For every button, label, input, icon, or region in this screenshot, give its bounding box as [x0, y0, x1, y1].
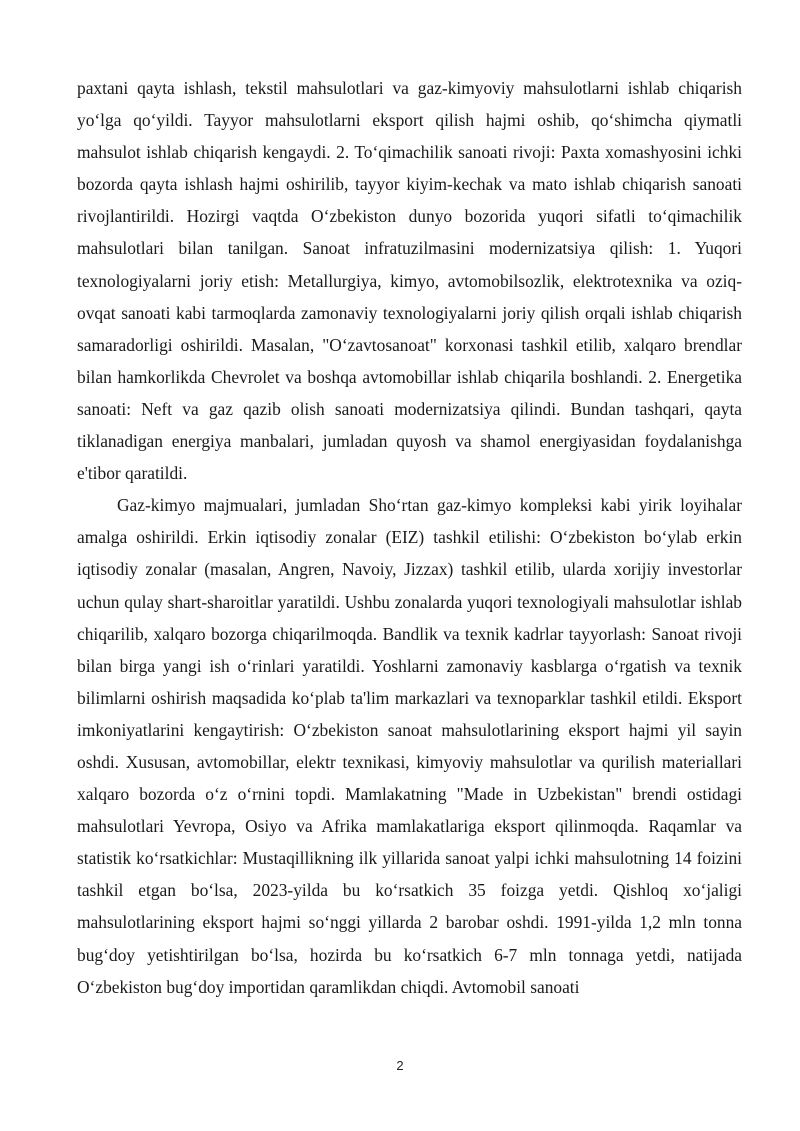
- paragraph: Gaz-kimyo majmualari, jumladan Sho‘rtan gaz-kimyo kompleksi kabi yirik loyihalar amalga oshirildi. Erkin iqtisodiy zonalar (EIZ) tashkil etilishi: O‘zbekiston bo‘ylab erkin iqtisodiy zonalar (masalan, Angren, Navoiy, Jizzax) tashkil etilib, ularda xorijiy investorlar uchun qulay shart-sharoitlar yaratildi. Ushbu zonalarda yuqori texnologiyali mahsulotlar ishlab chiqarilib, xalqaro bozorga chiqarilmoqda. Bandlik va texnik kadrlar tayyorlash: Sanoat rivoji bilan birga yangi ish o‘rinlari yaratildi. Yoshlarni zamonaviy kasblarga o‘rgatish va texnik bilimlarni oshirish maqsadida ko‘plab ta'lim markazlari va texnoparklar tashkil etildi. Eksport imkoniyatlarini kengaytirish: O‘zbekiston sanoat mahsulotlarining eksport hajmi yil sayin oshdi. Xususan, avtomobillar, elektr texnikasi, kimyoviy mahsulotlar va qurilish materiallari xalqaro bozorda o‘z o‘rnini topdi. Mamlakatning "Made in Uzbekistan" brendi ostidagi mahsulotlari Yevropa, Osiyo va Afrika mamlakatlariga eksport qilinmoqda. Raqamlar va statistik ko‘rsatkichlar: Mustaqillikning ilk yillarida sanoat yalpi ichki mahsulotning 14 foizini tashkil etgan bo‘lsa, 2023-yilda bu ko‘rsatkich 35 foizga yetdi. Qishloq xo‘jaligi mahsulotlarining eksport hajmi so‘nggi yillarda 2 barobar oshdi. 1991-yilda 1,2 mln tonna bug‘doy yetishtirilgan bo‘lsa, hozirda bu ko‘rsatkich 6-7 mln tonnaga yetdi, natijada O‘zbekiston bug‘doy importidan qaramlikdan chiqdi. Avtomobil sanoati: [77, 495, 742, 997]
- body-text: [77, 72, 742, 1003]
- page-number: 2: [396, 1058, 404, 1073]
- paragraph-continued: paxtani qayta ishlash, tekstil mahsulotlari va gaz-kimyoviy mahsulotlarni ishlab chiqarish yo‘lga qo‘yildi. Tayyor mahsulotlarni eksport qilish hajmi oshib, qo‘shimcha qiymatli mahsulot ishlab chiqarish kengaydi. 2. To‘qimachilik sanoati rivoji: Paxta xomashyosini ichki bozorda qayta ishlash hajmi oshirilib, tayyor kiyim-kechak va mato ishlab chiqarish sanoati rivojlantirildi. Hozirgi vaqtda O‘zbekiston dunyo bozorida yuqori sifatli to‘qimachilik mahsulotlari bilan tanilgan. Sanoat infratuzilmasini modernizatsiya qilish: 1. Yuqori texnologiyalarni joriy etish: Metallurgiya, kimyo, avtomobilsozlik, elektrotexnika va oziq-ovqat sanoati kabi tarmoqlarda zamonaviy texnologiyalarni joriy qilish orqali ishlab chiqarish samaradorligi oshirildi. Masalan, "O‘zavtosanoat" korxonasi tashkil etilib, xalqaro brendlar bilan hamkorlikda Chevrolet va boshqa avtomobillar ishlab chiqarila boshlandi. 2. Energetika sanoati: Neft va gaz qazib olish sanoati modernizatsiya qilindi. Bundan tashqari, qayta tiklanadigan energiya manbalari, jumladan quyosh va shamol energiyasidan foydalanishga e'tibor qaratildi.: [77, 78, 742, 484]
